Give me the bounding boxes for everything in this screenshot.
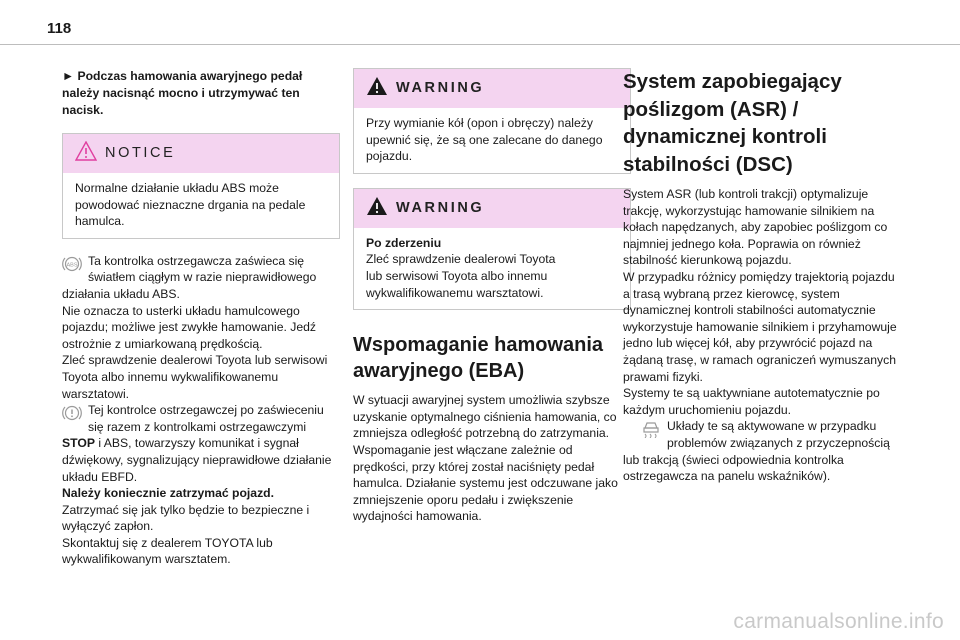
activation-paragraph-3: Systemy te są uaktywniane autotematycznie po każdym uruchomieniu pojazdu.	[623, 386, 880, 417]
notice-body	[63, 173, 339, 238]
watermark-link[interactable]: carmanualsonline.info	[733, 610, 944, 633]
warning-text-1: Przy wymianie kół (opon i obręczy) należy upewnić się, że są one zalecane do danego pojazdu.	[366, 116, 603, 164]
dsc-paragraph-2: W przypadku różnicy pomiędzy trajektorią pojazdu a trasą wybraną przez kierowcę, system dynamicznej kontroli stabilności automatycznie wykorzystuje hamowanie silnikiem i przyhamowuje jedno lub więcej kół, aby przywrócić pojazd na żądaną trasę, w ramach ograniczeń wymuszanych prawami fizyki.	[623, 269, 897, 384]
traction-paragraph-4: Układy te są aktywowane w przypadku problemów związanych z przyczepnością lub trakcją (świeci odpowiednia kontrolka ostrzegawcza na panelu wskaźników).	[623, 419, 890, 484]
stop-word: STOP	[62, 436, 95, 451]
notice-box	[62, 133, 340, 239]
svg-text:ABS: ABS	[66, 262, 78, 269]
ebfd-text-a: Tej kontrolce ostrzegawczej po zaświeceniu się razem z kontrolkami ostrzegawczymi	[88, 403, 324, 434]
warning-header-2	[354, 189, 630, 228]
warning-title-2: WARNING	[396, 199, 485, 216]
eba-paragraph-1: W sytuacji awaryjnej system umożliwia szybsze uzyskanie optymalnego ciśnienia hamowania, co zmniejsza odległość potrzebną do zatrzymania.	[353, 393, 617, 441]
notice-header	[63, 134, 339, 173]
page-number: 118	[47, 20, 72, 37]
warning-body-2	[354, 228, 630, 309]
ebfd-text-b: i ABS, towarzyszy komunikat i sygnał dźwiękowy, sygnalizujący nieprawidłowe działanie układu EBFD.	[62, 436, 332, 484]
eba-heading: Wspomaganie hamowania awaryjnego (EBA)	[353, 334, 604, 383]
abs-warning-section	[62, 253, 340, 402]
traction-indicator-section	[623, 418, 901, 484]
brake-warning-light-icon	[62, 404, 82, 422]
skid-car-icon	[641, 420, 661, 438]
warning-triangle-icon	[366, 196, 388, 221]
warning-header-1	[354, 69, 630, 108]
warning-box-wheels	[353, 68, 631, 174]
must-stop-vehicle: Należy koniecznie zatrzymać pojazd.	[62, 486, 275, 501]
abs-paragraph-3: Zleć sprawdzenie dealerowi Toyota lub serwisowi Toyota albo innemu wykwalifikowanemu warsztatowi.	[62, 353, 328, 401]
warning-triangle-icon	[366, 76, 388, 101]
warning-title-1: WARNING	[396, 80, 485, 97]
asr-paragraph-1: System ASR (lub kontroli trakcji) optymalizuje trakcję, wykorzystując hamowanie silnikiem na kołach napędzanych, aby zapobiec poślizgom co najmniej jednego koła. Poprawia on również stabilność kierunkową pojazdu.	[623, 187, 888, 268]
abs-paragraph-2: Nie oznacza to usterki układu hamulcowego pojazdu; możliwe jest zwykłe hamowanie. Jedź ostrożnie z umiarkowaną prędkością.	[62, 303, 317, 351]
column-3	[623, 68, 901, 485]
notice-triangle-icon	[75, 141, 97, 166]
column-2	[353, 68, 631, 525]
header-divider	[0, 44, 960, 45]
notice-text: Normalne działanie układu ABS może powodować nieznaczne drgania na pedale hamulca.	[75, 181, 306, 229]
abs-paragraph-1: Ta kontrolka ostrzegawcza zaświeca się światłem ciągłym w razie nieprawidłowego działania układu ABS.	[62, 253, 317, 301]
warning-subtitle-2: Po zderzeniu	[366, 235, 442, 250]
warning-box-collision	[353, 188, 631, 310]
abs-warning-light-icon	[62, 255, 82, 273]
column-1	[62, 68, 340, 568]
asr-dsc-heading: System zapobiegający poślizgom (ASR) / dynamicznej kontroli stabilności (DSC)	[623, 70, 842, 176]
eba-paragraph-2: Wspomaganie jest włączane zależnie od prędkości, przy której został naciśnięty pedał hamulca. Działanie systemu jest odczuwane jako zmniejszenie oporu pedału i zwiększenie wydajności hamowania.	[353, 442, 618, 524]
warning-body-1	[354, 108, 630, 173]
stop-safely-text: Zatrzymać się jak tylko będzie to bezpieczne i wyłączyć zapłon.	[62, 502, 310, 534]
notice-title: NOTICE	[105, 145, 176, 162]
warning-text-2: Zleć sprawdzenie dealerowi Toyota lub serwisowi Toyota albo innemu wykwalifikowanemu warsztatowi.	[366, 252, 556, 300]
ebfd-paragraph	[62, 402, 340, 485]
emergency-braking-lead: ► Podczas hamowania awaryjnego pedał należy nacisnąć mocno i utrzymywać ten nacisk.	[62, 69, 303, 117]
ebfd-warning-section	[62, 402, 340, 568]
contact-dealer-text: Skontaktuj się z dealerem TOYOTA lub wykwalifikowanym warsztatem.	[62, 535, 273, 567]
